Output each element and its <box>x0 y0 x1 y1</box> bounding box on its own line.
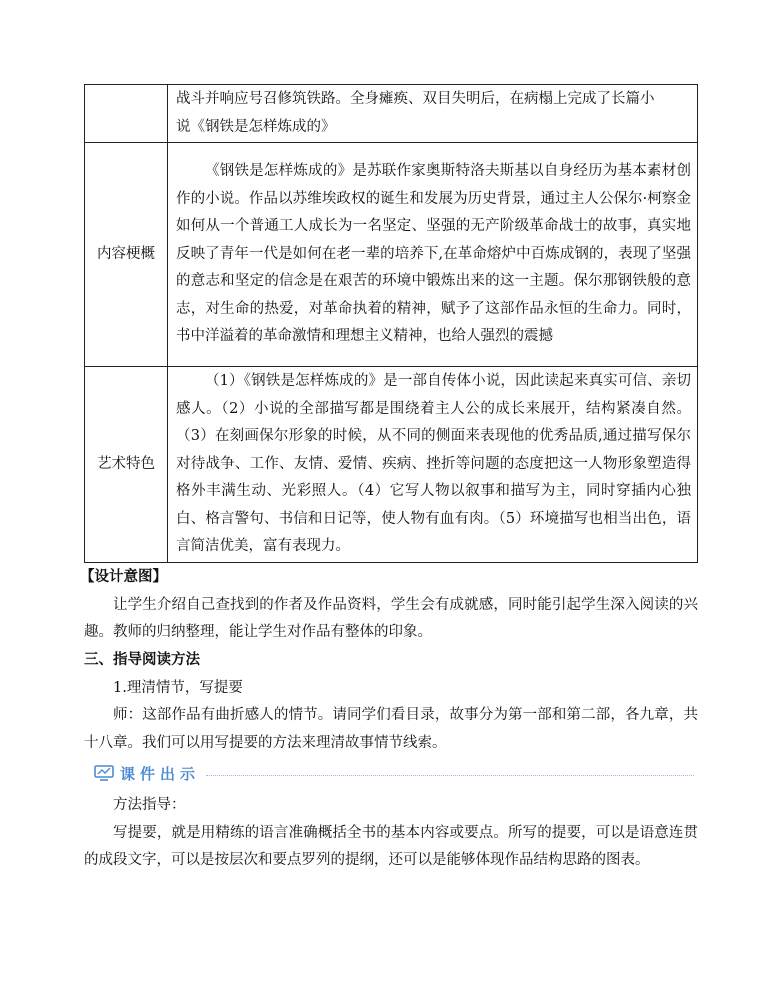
method-section <box>84 792 698 875</box>
dotted-divider <box>206 775 694 776</box>
method-heading: 方法指导： <box>113 797 186 813</box>
method-text: 写提要，就是用精练的语言准确概括全书的基本内容或要点。所写的提要，可以是语意连贯的成段文字，可以是按层次和要点罗列的提纲，还可以是能够体现作品结构思路的图表。 <box>84 824 698 868</box>
section-title: 三、指导阅读方法 <box>84 652 200 668</box>
row-label: 艺术特色 <box>85 367 168 563</box>
row-label <box>85 85 168 143</box>
row-content <box>168 143 698 367</box>
section-3 <box>84 647 698 757</box>
summary-text: 《钢铁是怎样炼成的》是苏联作家奥斯特洛夫斯基以自身经历为基本素材创作的小说。作品以苏维埃政权的诞生和发展为历史背景，通过主人公保尔·柯察金如何从一个普通工人成长为一名坚定、坚强的无产阶级革命战士的故事，真实地反映了青年一代是如何在老一辈的培养下,在革命熔炉中百炼成钢的，表现了坚强的意志和坚定的信念是在艰苦的环境中锻炼出来的这一主题。保尔那钢铁般的意志，对生命的热爱，对革命执着的精神，赋予了这部作品永恒的生命力。同时，书中洋溢着的革命激情和理想主义精神，也给人强烈的震撼 <box>176 163 691 345</box>
design-intent-heading: 【设计意图】 <box>80 569 167 585</box>
subsection-title: 1.理清情节，写提要 <box>113 679 243 696</box>
design-intent-text: 让学生介绍自己查找到的作者及作品资料，学生会有成就感，同时能引起学生深入阅读的兴趣。教师的归纳整理，能让学生对作品有整体的印象。 <box>84 596 698 640</box>
courseware-banner <box>94 762 694 784</box>
courseware-icon <box>94 765 114 781</box>
features-text: （1）《钢铁是怎样炼成的》是一部自传体小说，因此读起来真实可信、亲切感人。（2）小说的全部描写都是围绕着主人公的成长来展开，结构紧凑自然。（3）在刻画保尔形象的时候，从不同的侧面来表现他的优秀品质,通过描写保尔对待战争、工作、友情、爱情、疾病、挫折等问题的态度把这一人物形象塑造得格外丰满生动、光彩照人。（4）它写人物以叙事和描写为主，同时穿插内心独白、格言警句、书信和日记等，使人物有血有肉。（5）环境描写也相当出色，语言简洁优美，富有表现力。 <box>176 373 691 555</box>
design-intent-section <box>80 564 698 647</box>
content-line: 说《钢铁是怎样炼成的》 <box>176 118 336 135</box>
table-row <box>85 143 698 367</box>
courseware-label: 课件出示 <box>120 764 201 783</box>
content-line: 战斗并响应号召修筑铁路。全身瘫痪、双目失明后，在病榻上完成了长篇小 <box>176 91 655 107</box>
row-content <box>168 85 698 143</box>
row-label: 内容梗概 <box>85 143 168 367</box>
teacher-text: 师：这部作品有曲折感人的情节。请同学们看目录，故事分为第一部和第二部，各九章，共十八章。我们可以用写提要的方法来理清故事情节线索。 <box>84 707 698 751</box>
row-content <box>168 367 698 563</box>
book-info-table <box>84 84 698 563</box>
table-row <box>85 85 698 143</box>
table-row <box>85 367 698 563</box>
